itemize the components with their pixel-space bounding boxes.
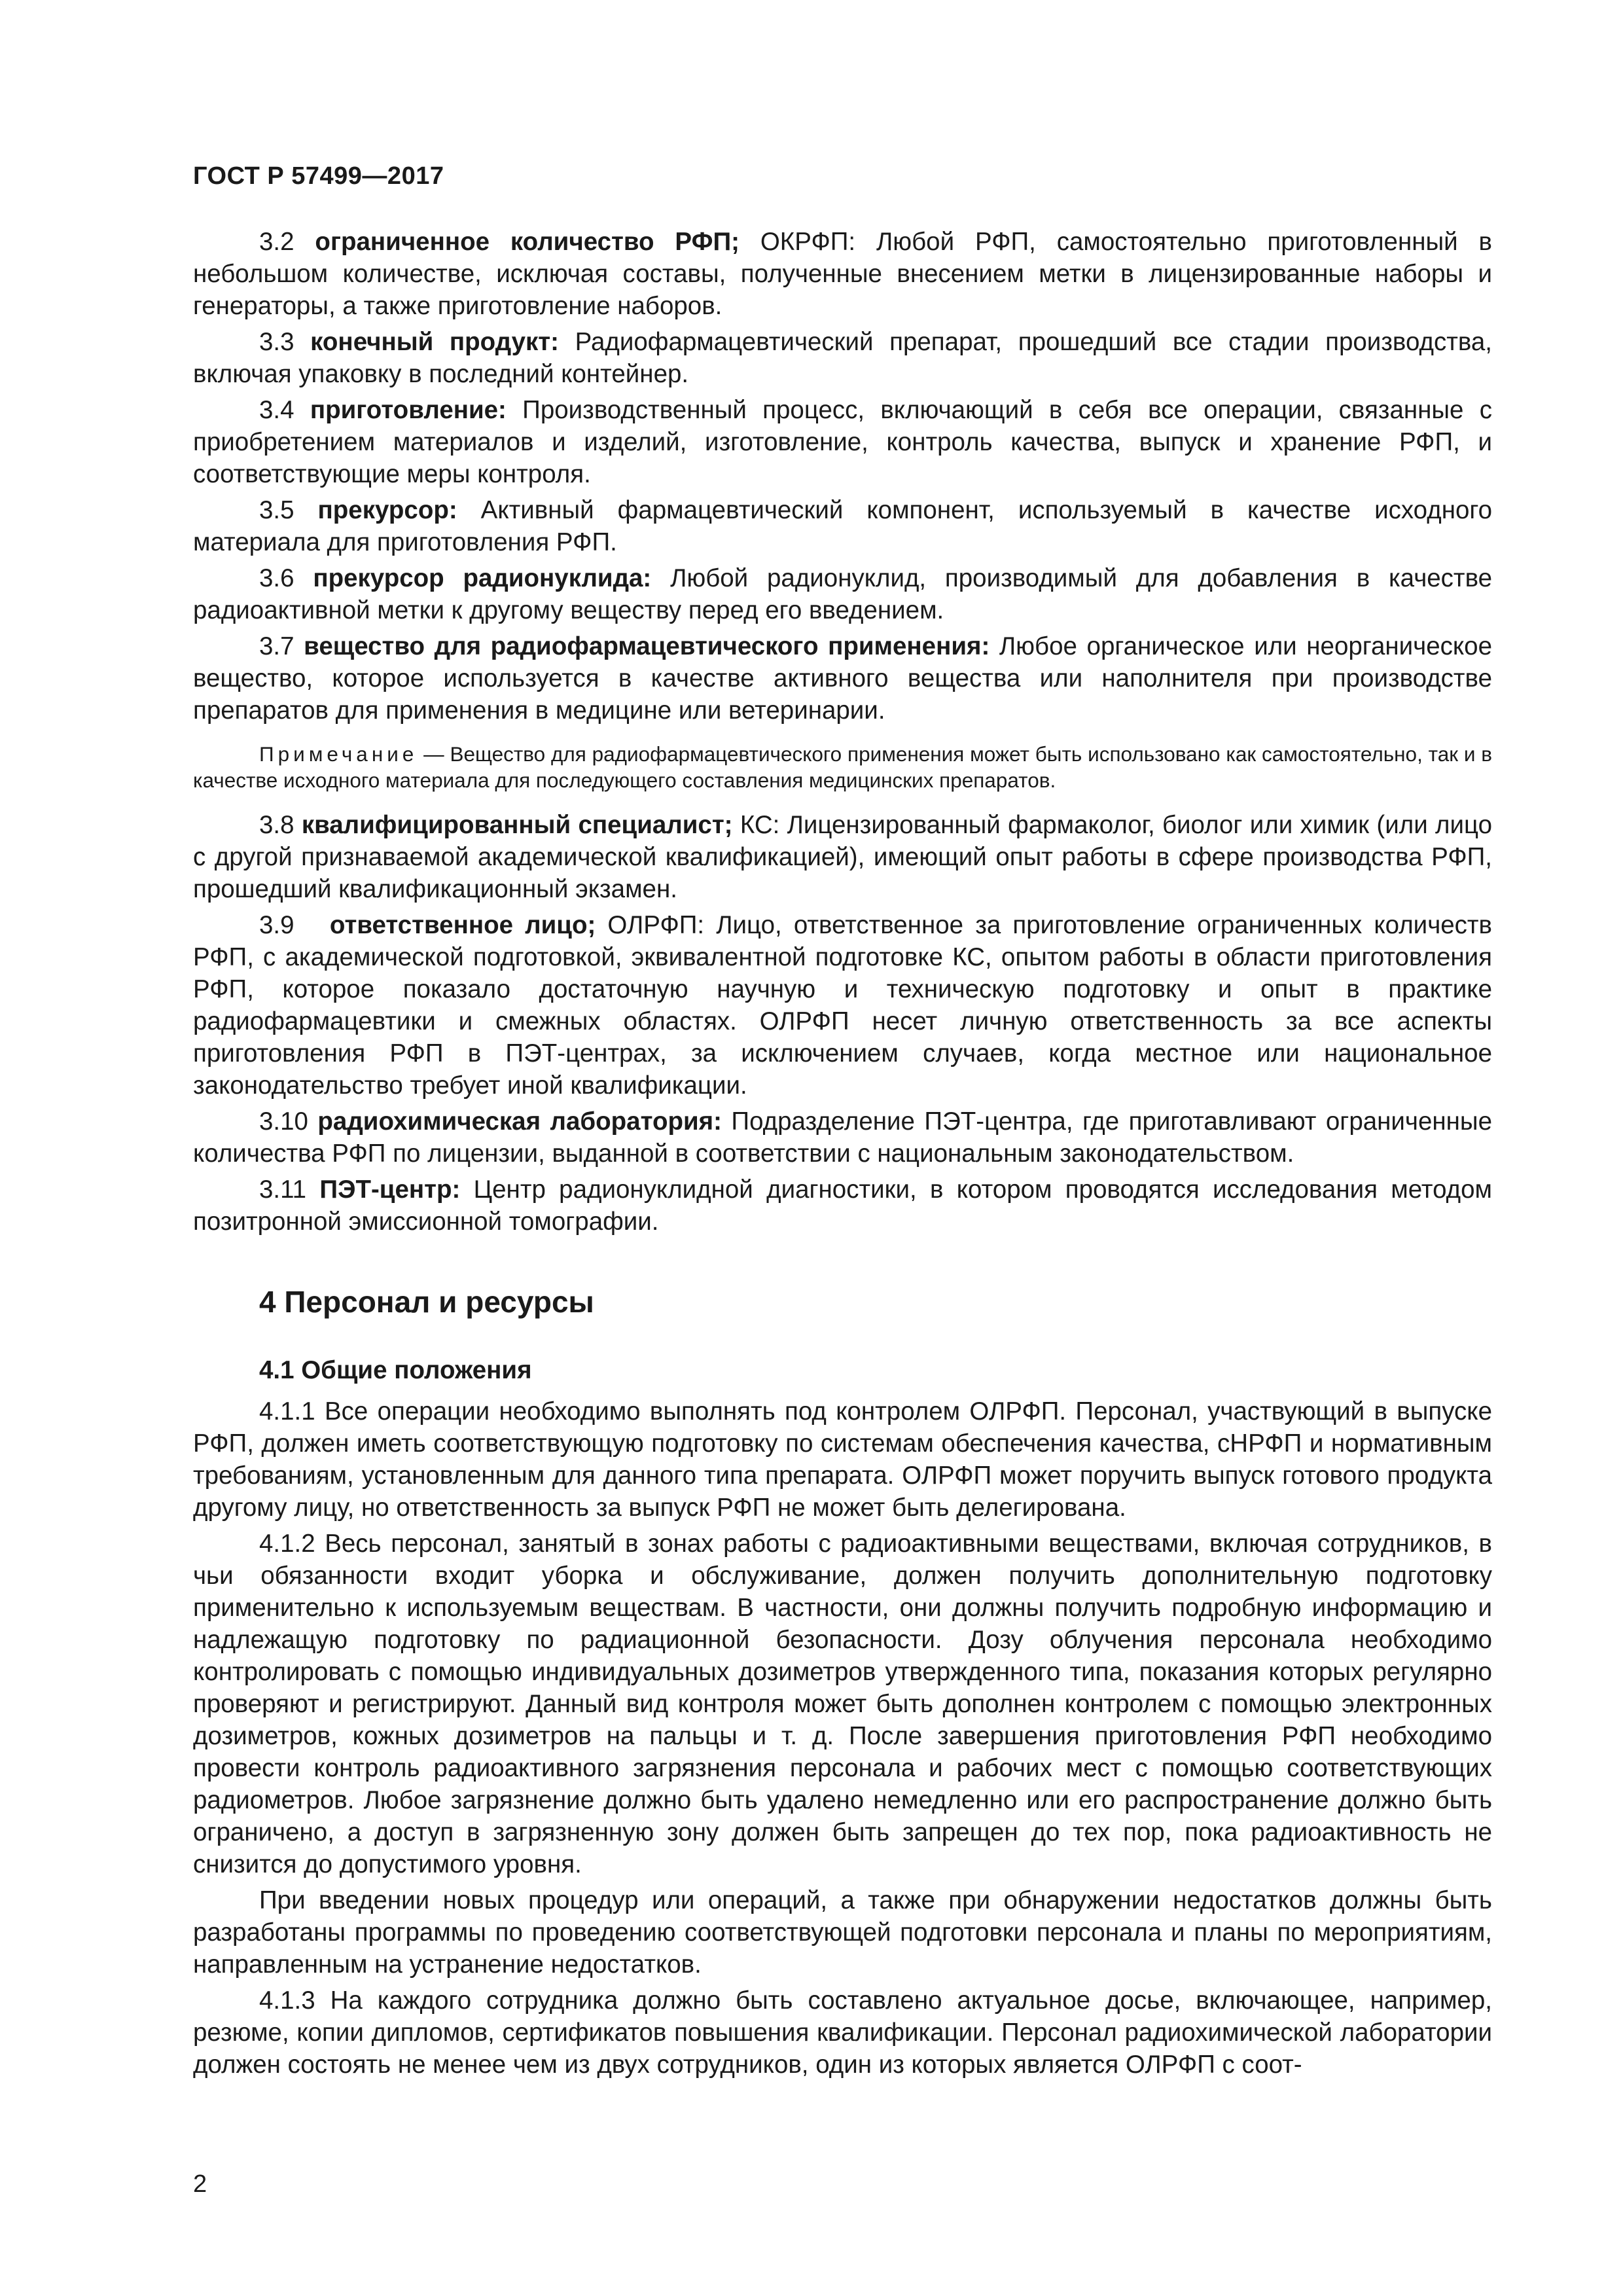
definition-term: прекурсор радионуклида: xyxy=(313,564,652,592)
note-paragraph xyxy=(193,741,1492,793)
definition-term: приготовление: xyxy=(310,396,507,424)
definition-text: Любое органическое или неорганическое вещество, которое используется в качестве активного вещества или наполнителя при производстве препаратов для применения в медицине или ветеринарии. xyxy=(193,632,1492,725)
definition-text: Активный фармацевтический компонент, используемый в качестве исходного материала для приготовления РФП. xyxy=(193,496,1492,556)
paragraph-4-1-2: 4.1.2 Весь персонал, занятый в зонах работы с радиоактивными веществами, включая сотрудников, в чьи обязанности входит уборка и обслуживание, должен получить дополнительную подготовку применительно к используемым веществам. В частности, они должны получить подробную информацию и надлежащую подготовку по радиационной безопасности. Дозу облучения персонала необходимо контролировать с помощью индивидуальных дозиметров утвержденного типа, показания которых регулярно проверяют и регистрируют. Данный вид контроля может быть дополнен контролем с помощью электронных дозиметров, кожных дозиметров на пальцы и т. д. После завершения приготовления РФП необходимо провести контроль радиоактивного загрязнения персонала и рабочих мест с помощью соответствующих радиометров. Любое загрязнение должно быть удалено немедленно или его распространение должно быть ограничено, а доступ в загрязненную зону должен быть запрещен до тех пор, пока радиоактивность не снизится до допустимого уровня. xyxy=(193,1530,1492,1878)
definition-text: КС: Лицензированный фармаколог, биолог или химик (или лицо с другой признаваемой академической квалификацией), имеющий опыт работы в сфере производства РФП, прошедший квалификационный экзамен. xyxy=(193,811,1493,903)
note-text: — Вещество для радиофармацевтического применения может быть использовано как самостоятельно, так и в качестве исходного материала для последующего составления медицинских препаратов. xyxy=(193,742,1492,792)
paragraph-4-1-1: 4.1.1 Все операции необходимо выполнять под контролем ОЛРФП. Персонал, участвующий в выпуске РФП, должен иметь соответствующую подготовку по системам обеспечения качества, сНРФП и нормативным требованиям, установленным для данного типа препарата. ОЛРФП может поручить выпуск готового продукта другому лицу, но ответственность за выпуск РФП не может быть делегирована. xyxy=(193,1397,1492,1522)
definition-number: 3.8 xyxy=(259,811,294,839)
definition-text: Подразделение ПЭТ-центра, где приготавливают ограниченные количества РФП по лицензии, выданной в соответствии с национальным законодательством. xyxy=(193,1107,1492,1168)
definition-3-4 xyxy=(193,394,1492,490)
paragraph-training: При введении новых процедур или операций, а также при обнаружении недостатков должны быть разработаны программы по проведению соответствующей подготовки персонала и планы по мероприятиям, направленным на устранение недостатков. xyxy=(193,1886,1492,1979)
definition-term: ПЭТ-центр: xyxy=(319,1175,461,1204)
definition-3-6 xyxy=(193,562,1492,626)
definition-3-8 xyxy=(193,809,1492,905)
document-header: ГОСТ Р 57499—2017 xyxy=(193,162,444,190)
definition-number: 3.5 xyxy=(259,496,294,524)
definition-number: 3.9 xyxy=(259,911,294,939)
definition-text: Центр радионуклидной диагностики, в котором проводятся исследования методом позитронной эмиссионной томографии. xyxy=(193,1175,1492,1236)
definition-text: Любой радионуклид, производимый для добавления в качестве радиоактивной метки к другому веществу перед его введением. xyxy=(193,564,1492,624)
definition-number: 3.11 xyxy=(259,1175,307,1204)
definition-3-10 xyxy=(193,1105,1492,1170)
definition-number: 3.7 xyxy=(259,632,294,660)
note-label: Примечание xyxy=(259,742,418,766)
definition-text: Радиофармацевтический препарат, прошедший все стадии производства, включая упаковку в последний контейнер. xyxy=(193,328,1492,388)
definition-number: 3.2 xyxy=(259,228,294,256)
definition-term: радиохимическая лаборатория: xyxy=(317,1107,722,1136)
definition-term: конечный продукт: xyxy=(310,328,559,356)
definition-number: 3.3 xyxy=(259,328,294,356)
page-content xyxy=(193,226,1492,2085)
definition-text: ОЛРФП: Лицо, ответственное за приготовление ограниченных количеств РФП, с академической подготовкой, эквивалентной подготовке КС, опытом работы в области приготовления РФП, которое показало достаточную научную и техническую подготовку и опыт в практике радиофармацевтики и смежных областях. ОЛРФП несет личную ответственность за все аспекты приготовления РФП в ПЭТ-центрах, за исключением случаев, когда местное или национальное законодательство требует иной квалификации. xyxy=(193,911,1492,1100)
definition-term: вещество для радиофармацевтического применения: xyxy=(304,632,990,660)
definition-term: ответственное лицо; xyxy=(329,911,596,939)
definition-3-5 xyxy=(193,494,1492,558)
definition-3-2 xyxy=(193,226,1492,322)
section-heading: 4 Персонал и ресурсы xyxy=(259,1285,594,1319)
definition-3-7 xyxy=(193,630,1492,726)
definition-term: квалифицированный специалист; xyxy=(301,811,733,839)
definition-term: прекурсор: xyxy=(317,496,457,524)
definition-3-3 xyxy=(193,326,1492,390)
definition-3-9 xyxy=(193,909,1492,1102)
definition-number: 3.10 xyxy=(259,1107,308,1136)
definition-number: 3.4 xyxy=(259,396,294,424)
subsection-heading: 4.1 Общие положения xyxy=(259,1356,532,1384)
page-number: 2 xyxy=(193,2170,207,2198)
definition-text: ОКРФП: Любой РФП, самостоятельно приготовленный в небольшом количестве, исключая составы, полученные внесением метки в лицензированные наборы и генераторы, а также приготовление наборов. xyxy=(193,228,1492,320)
definition-number: 3.6 xyxy=(259,564,294,592)
definition-3-11 xyxy=(193,1174,1492,1238)
definition-text: Производственный процесс, включающий в себя все операции, связанные с приобретением материалов и изделий, изготовление, контроль качества, выпуск и хранение РФП, и соответствующие меры контроля. xyxy=(193,396,1492,488)
paragraph-4-1-3: 4.1.3 На каждого сотрудника должно быть составлено актуальное досье, включающее, например, резюме, копии дипломов, сертификатов повышения квалификации. Персонал радиохимической лаборатории должен состоять не менее чем из двух сотрудников, один из которых является ОЛРФП с соот- xyxy=(193,1986,1492,2079)
definition-term: ограниченное количество РФП; xyxy=(315,228,740,256)
